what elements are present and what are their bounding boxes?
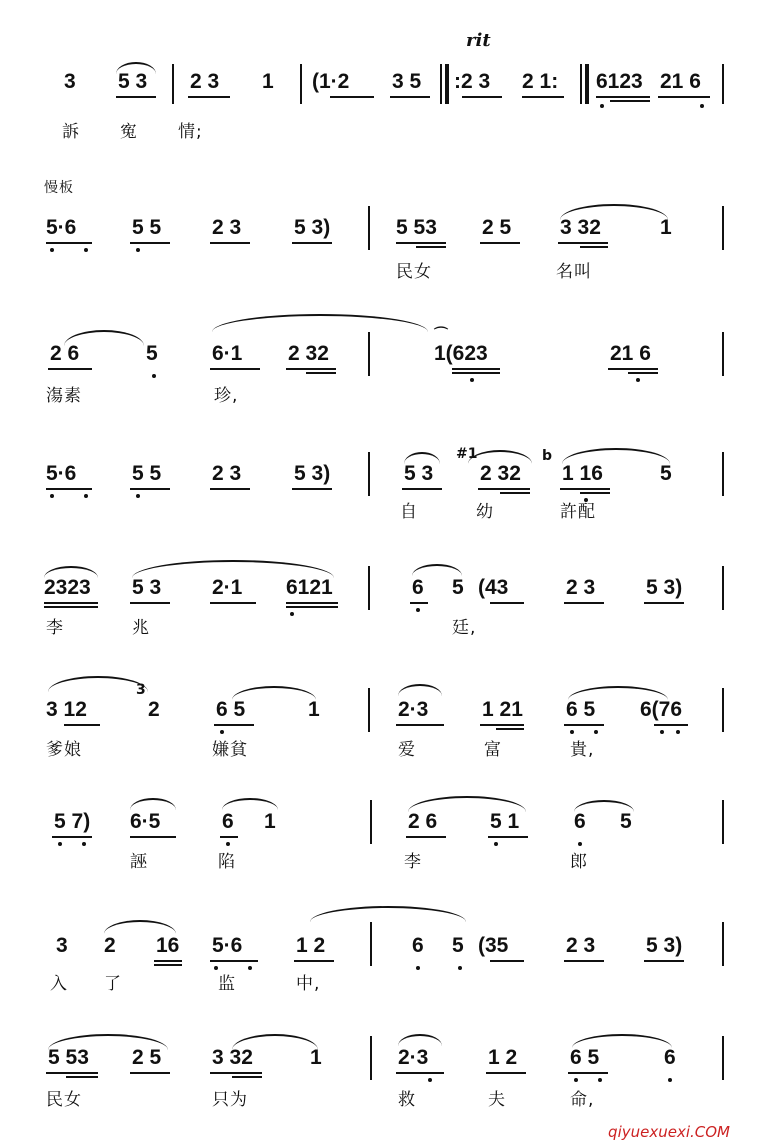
lyric: 寃 [120, 122, 138, 142]
note: 2 6 [50, 342, 80, 365]
note: (1·2 [312, 70, 350, 93]
note: 5 5 [132, 462, 162, 485]
note: 1(623 [434, 342, 488, 365]
note: 1 [264, 810, 276, 833]
note: 5 1 [490, 810, 520, 833]
note: 5 7) [54, 810, 91, 833]
lyric: 民女 [396, 262, 432, 282]
lyric: 李 [404, 852, 422, 872]
lyric: 爹娘 [46, 740, 82, 760]
lyric: 民女 [46, 1090, 82, 1110]
note: 2·1 [212, 576, 243, 599]
note: :2 3 [454, 70, 491, 93]
note: 1 [262, 70, 274, 93]
note: 1 [660, 216, 672, 239]
lyric: 誣 [130, 852, 148, 872]
note: 6·5 [130, 810, 161, 833]
lyric: 幼 [476, 502, 494, 522]
note: 6 [412, 576, 424, 599]
lyric: 嫌貧 [212, 740, 248, 760]
note: 3 32 [560, 216, 601, 239]
note: 1 [310, 1046, 322, 1069]
note: 2 1: [522, 70, 559, 93]
note: 6 [222, 810, 234, 833]
note: 2 3 [212, 462, 242, 485]
note: 5 [146, 342, 158, 365]
note: 2 32 [288, 342, 329, 365]
note: 5 3 [404, 462, 434, 485]
triplet-mark: 3 [136, 682, 146, 698]
note: 5 53 [396, 216, 437, 239]
note: 1 21 [482, 698, 523, 721]
lyric: 夫 [488, 1090, 506, 1110]
note: 2 3 [190, 70, 220, 93]
note: 2 3 [212, 216, 242, 239]
note: 6 5 [570, 1046, 600, 1069]
note: 6·1 [212, 342, 243, 365]
note: 6 5 [566, 698, 596, 721]
lyric: 情; [178, 122, 203, 142]
note: 6 [412, 934, 424, 957]
note: 6 [574, 810, 586, 833]
note: 1 [308, 698, 320, 721]
lyric: 命, [570, 1090, 595, 1110]
note: 3 [64, 70, 76, 93]
note: 5 3) [294, 462, 331, 485]
lyric: 珍, [214, 386, 239, 406]
lyric: 李 [46, 618, 64, 638]
note: 5·6 [46, 216, 77, 239]
note: 5 3 [132, 576, 162, 599]
note: 2 3 [566, 576, 596, 599]
note: 5 [620, 810, 632, 833]
rit-mark: rit [466, 30, 491, 51]
note: 6121 [286, 576, 333, 599]
score-sheet: rit 慢板 3 5 3 2 3 1 (1·2 3 5 :2 3 2 1: 6123 21 6 訴 寃 情; 5·6 5 5 2 3 5 3) 5 53 2 5 3 32 1 民女 名叫 2 6 5 6·1 2 32 1(623 ⌒ 21 6 漡素 珍, 5·6 5 5 2 3 5 3) 5 3 #1 2 32 b 1 16 5 自 幼 許配 2323 5 3 2·1 6121 6 5 (43 2 3 5 3) 李 兆 廷, 3 12 3 2 6 5 1 2·3 1 21 6 5 6(76 爹娘 嫌貧 爱 富 貴, 5 7) 6·5 6 1 2 6 5 1 6 5 誣 陷 李 郎 3 2 16 5·6 1 2 6 5 (35 2 3 5 3) 入 了 监 中, 5 53 2 5 3 32 1 2·3 1 2 6 5 6 民女 只为 救 夫 命, qiyuexuexi.COM [44, 30, 730, 1141]
note: 5 3) [646, 934, 683, 957]
lyric: 自 [400, 502, 418, 522]
lyric: 只为 [212, 1090, 248, 1110]
manban-mark: 慢板 [44, 180, 74, 196]
lyric: 廷, [452, 618, 477, 638]
note: 21 6 [610, 342, 651, 365]
note: 5 [660, 462, 672, 485]
lyric: 入 [50, 974, 68, 994]
note: 2 32 [480, 462, 521, 485]
lyric: 陷 [218, 852, 236, 872]
lyric: 中, [296, 974, 321, 994]
note: 5·6 [212, 934, 243, 957]
lyric: 监 [218, 974, 236, 994]
note: 2·3 [398, 1046, 429, 1069]
note: 5 3 [118, 70, 148, 93]
note: (35 [478, 934, 509, 957]
note: 1 16 [562, 462, 603, 485]
note: (43 [478, 576, 509, 599]
flat-mark: b [542, 448, 553, 464]
note: 2 [148, 698, 160, 721]
note: 2·3 [398, 698, 429, 721]
note: 5 [452, 934, 464, 957]
sharp-mark: #1 [456, 446, 478, 462]
lyric: 訴 [62, 122, 80, 142]
lyric: 漡素 [46, 386, 82, 406]
note: 3 32 [212, 1046, 253, 1069]
note: 5 [452, 576, 464, 599]
lyric: 了 [104, 974, 122, 994]
note: 1 2 [296, 934, 326, 957]
lyric: 兆 [132, 618, 150, 638]
note: 5 3) [294, 216, 331, 239]
lyric: 爱 [398, 740, 416, 760]
note: 16 [156, 934, 180, 957]
note: 3 [56, 934, 68, 957]
lyric: 許配 [560, 502, 596, 522]
note: 21 6 [660, 70, 701, 93]
lyric: 名叫 [556, 262, 592, 282]
note: 6(76 [640, 698, 683, 721]
note: 2 6 [408, 810, 438, 833]
note: 2 3 [566, 934, 596, 957]
note: 2 5 [482, 216, 512, 239]
note: 5·6 [46, 462, 77, 485]
watermark-text: qiyuexuexi.COM [608, 1123, 730, 1141]
note: 3 5 [392, 70, 422, 93]
lyric: 郎 [570, 852, 588, 872]
note: 5 3) [646, 576, 683, 599]
note: 5 53 [48, 1046, 89, 1069]
note: 2 5 [132, 1046, 162, 1069]
lyric: 富 [484, 740, 502, 760]
note: 6123 [596, 70, 643, 93]
note: 1 2 [488, 1046, 518, 1069]
note: 2323 [44, 576, 91, 599]
note: 6 [664, 1046, 676, 1069]
note: 2 [104, 934, 116, 957]
lyric: 貴, [570, 740, 595, 760]
note: 6 5 [216, 698, 246, 721]
note: 3 12 [46, 698, 87, 721]
lyric: 救 [398, 1090, 416, 1110]
note: 5 5 [132, 216, 162, 239]
